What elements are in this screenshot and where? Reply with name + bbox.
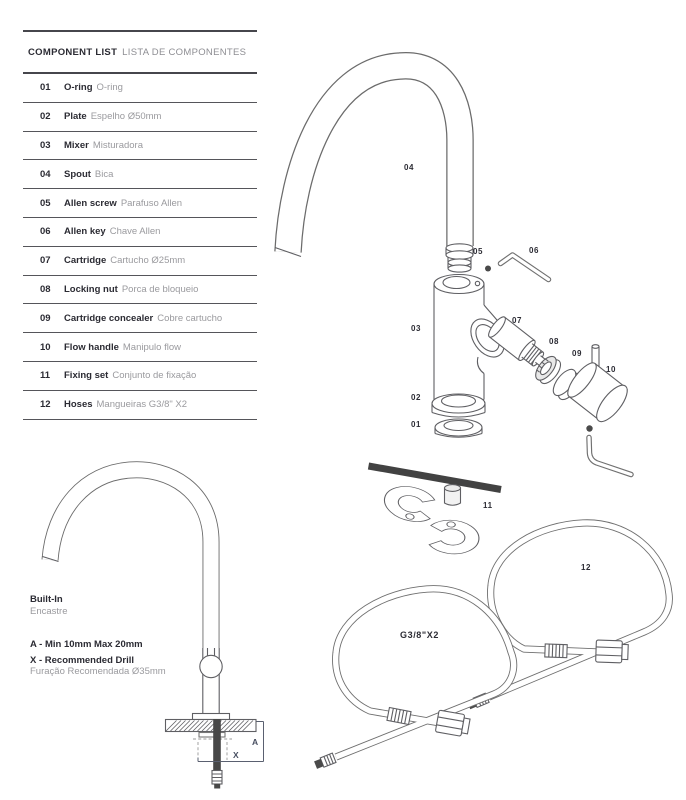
builtin-title-en: Built-In [30,594,63,605]
part-name-en: Plate [64,111,87,123]
component-list-title-pt: LISTA DE COMPONENTES [122,46,247,58]
part-number: 01 [40,82,51,94]
allen-key-drawing [501,255,549,280]
part-label-05: 05 [473,247,484,256]
component-row [23,391,257,420]
part-label-04: 04 [404,163,415,172]
dimension-x-label: X [233,750,239,760]
part-name-en: Mixer [64,139,89,151]
part-label-09: 09 [572,349,583,358]
countertop-drawing [166,719,257,789]
component-row [23,103,257,132]
component-row [23,304,257,333]
part-label-10: 10 [606,365,617,374]
note-dimension-x-en: X - Recommended Drill [30,654,134,666]
component-row [23,189,257,218]
handle-allen-key-drawing [589,438,631,475]
part-label-12: 12 [581,563,592,572]
note-dimension-a: A - Min 10mm Max 20mm [30,639,143,650]
part-name-pt: Manipulo flow [122,341,181,353]
note-dimension-x-pt: Furação Recomendada Ø35mm [30,666,166,677]
spout-drawing [275,66,473,272]
part-name-pt: Porca de bloqueio [121,283,199,295]
part-number: 11 [40,370,51,382]
part-number: 12 [40,399,51,411]
builtin-dimension-notes [30,639,166,678]
part-label-06: 06 [529,246,540,255]
part-name-en: Spout [64,168,91,180]
part-number: 03 [40,139,51,151]
part-label-08: 08 [549,337,560,346]
component-row [23,218,257,247]
oring-drawing [435,419,482,437]
part-name-pt: Cartucho Ø25mm [110,255,186,267]
part-name-pt: O-ring [96,82,123,94]
hose-left-drawing [314,589,514,770]
component-row [23,247,257,276]
fixing-set-drawing [369,466,502,556]
part-label-02: 02 [411,393,422,402]
part-number: 05 [40,197,51,209]
dimension-a-label: A [252,737,259,747]
part-number: 08 [40,283,51,295]
builtin-notes [30,594,166,678]
part-number: 06 [40,226,51,238]
part-label-11: 11 [483,501,493,510]
part-name-pt: Parafuso Allen [120,197,183,209]
part-label-07: 07 [512,316,523,325]
part-name-en: Allen screw [64,197,117,209]
component-list [23,30,257,420]
part-name-pt: Bica [94,168,114,180]
hose-marking-label: G3/8"X2 [400,630,439,640]
part-name-en: O-ring [64,82,93,94]
part-number: 10 [40,341,51,353]
part-name-en: Cartridge concealer [64,312,154,324]
part-name-pt: Misturadora [92,139,143,151]
component-row [23,362,257,391]
part-name-pt: Mangueiras G3/8" X2 [96,399,188,411]
component-list-title [23,32,257,74]
plate-drawing [432,394,485,417]
part-number: 04 [40,168,51,180]
component-row [23,160,257,189]
part-number: 09 [40,312,51,324]
part-label-01: 01 [411,420,422,429]
part-name-pt: Cobre cartucho [157,312,223,324]
part-name-en: Locking nut [64,283,118,295]
part-name-en: Hoses [64,399,93,411]
component-row [23,74,257,103]
component-list-title-en: COMPONENT LIST [28,46,118,58]
part-name-en: Allen key [64,226,106,238]
component-row [23,132,257,161]
part-label-03: 03 [411,324,422,333]
part-number: 07 [40,255,51,267]
part-name-pt: Espelho Ø50mm [90,111,162,123]
part-name-pt: Chave Allen [109,226,161,238]
component-row [23,333,257,362]
component-row [23,276,257,305]
handle-screw-drawing [586,425,592,431]
builtin-title-pt: Encastre [30,605,68,617]
part-name-en: Fixing set [64,370,109,382]
allen-screw-drawing [485,266,491,272]
part-number: 02 [40,111,51,123]
part-name-en: Cartridge [64,255,107,267]
part-name-pt: Conjunto de fixação [112,370,197,382]
part-name-en: Flow handle [64,341,119,353]
